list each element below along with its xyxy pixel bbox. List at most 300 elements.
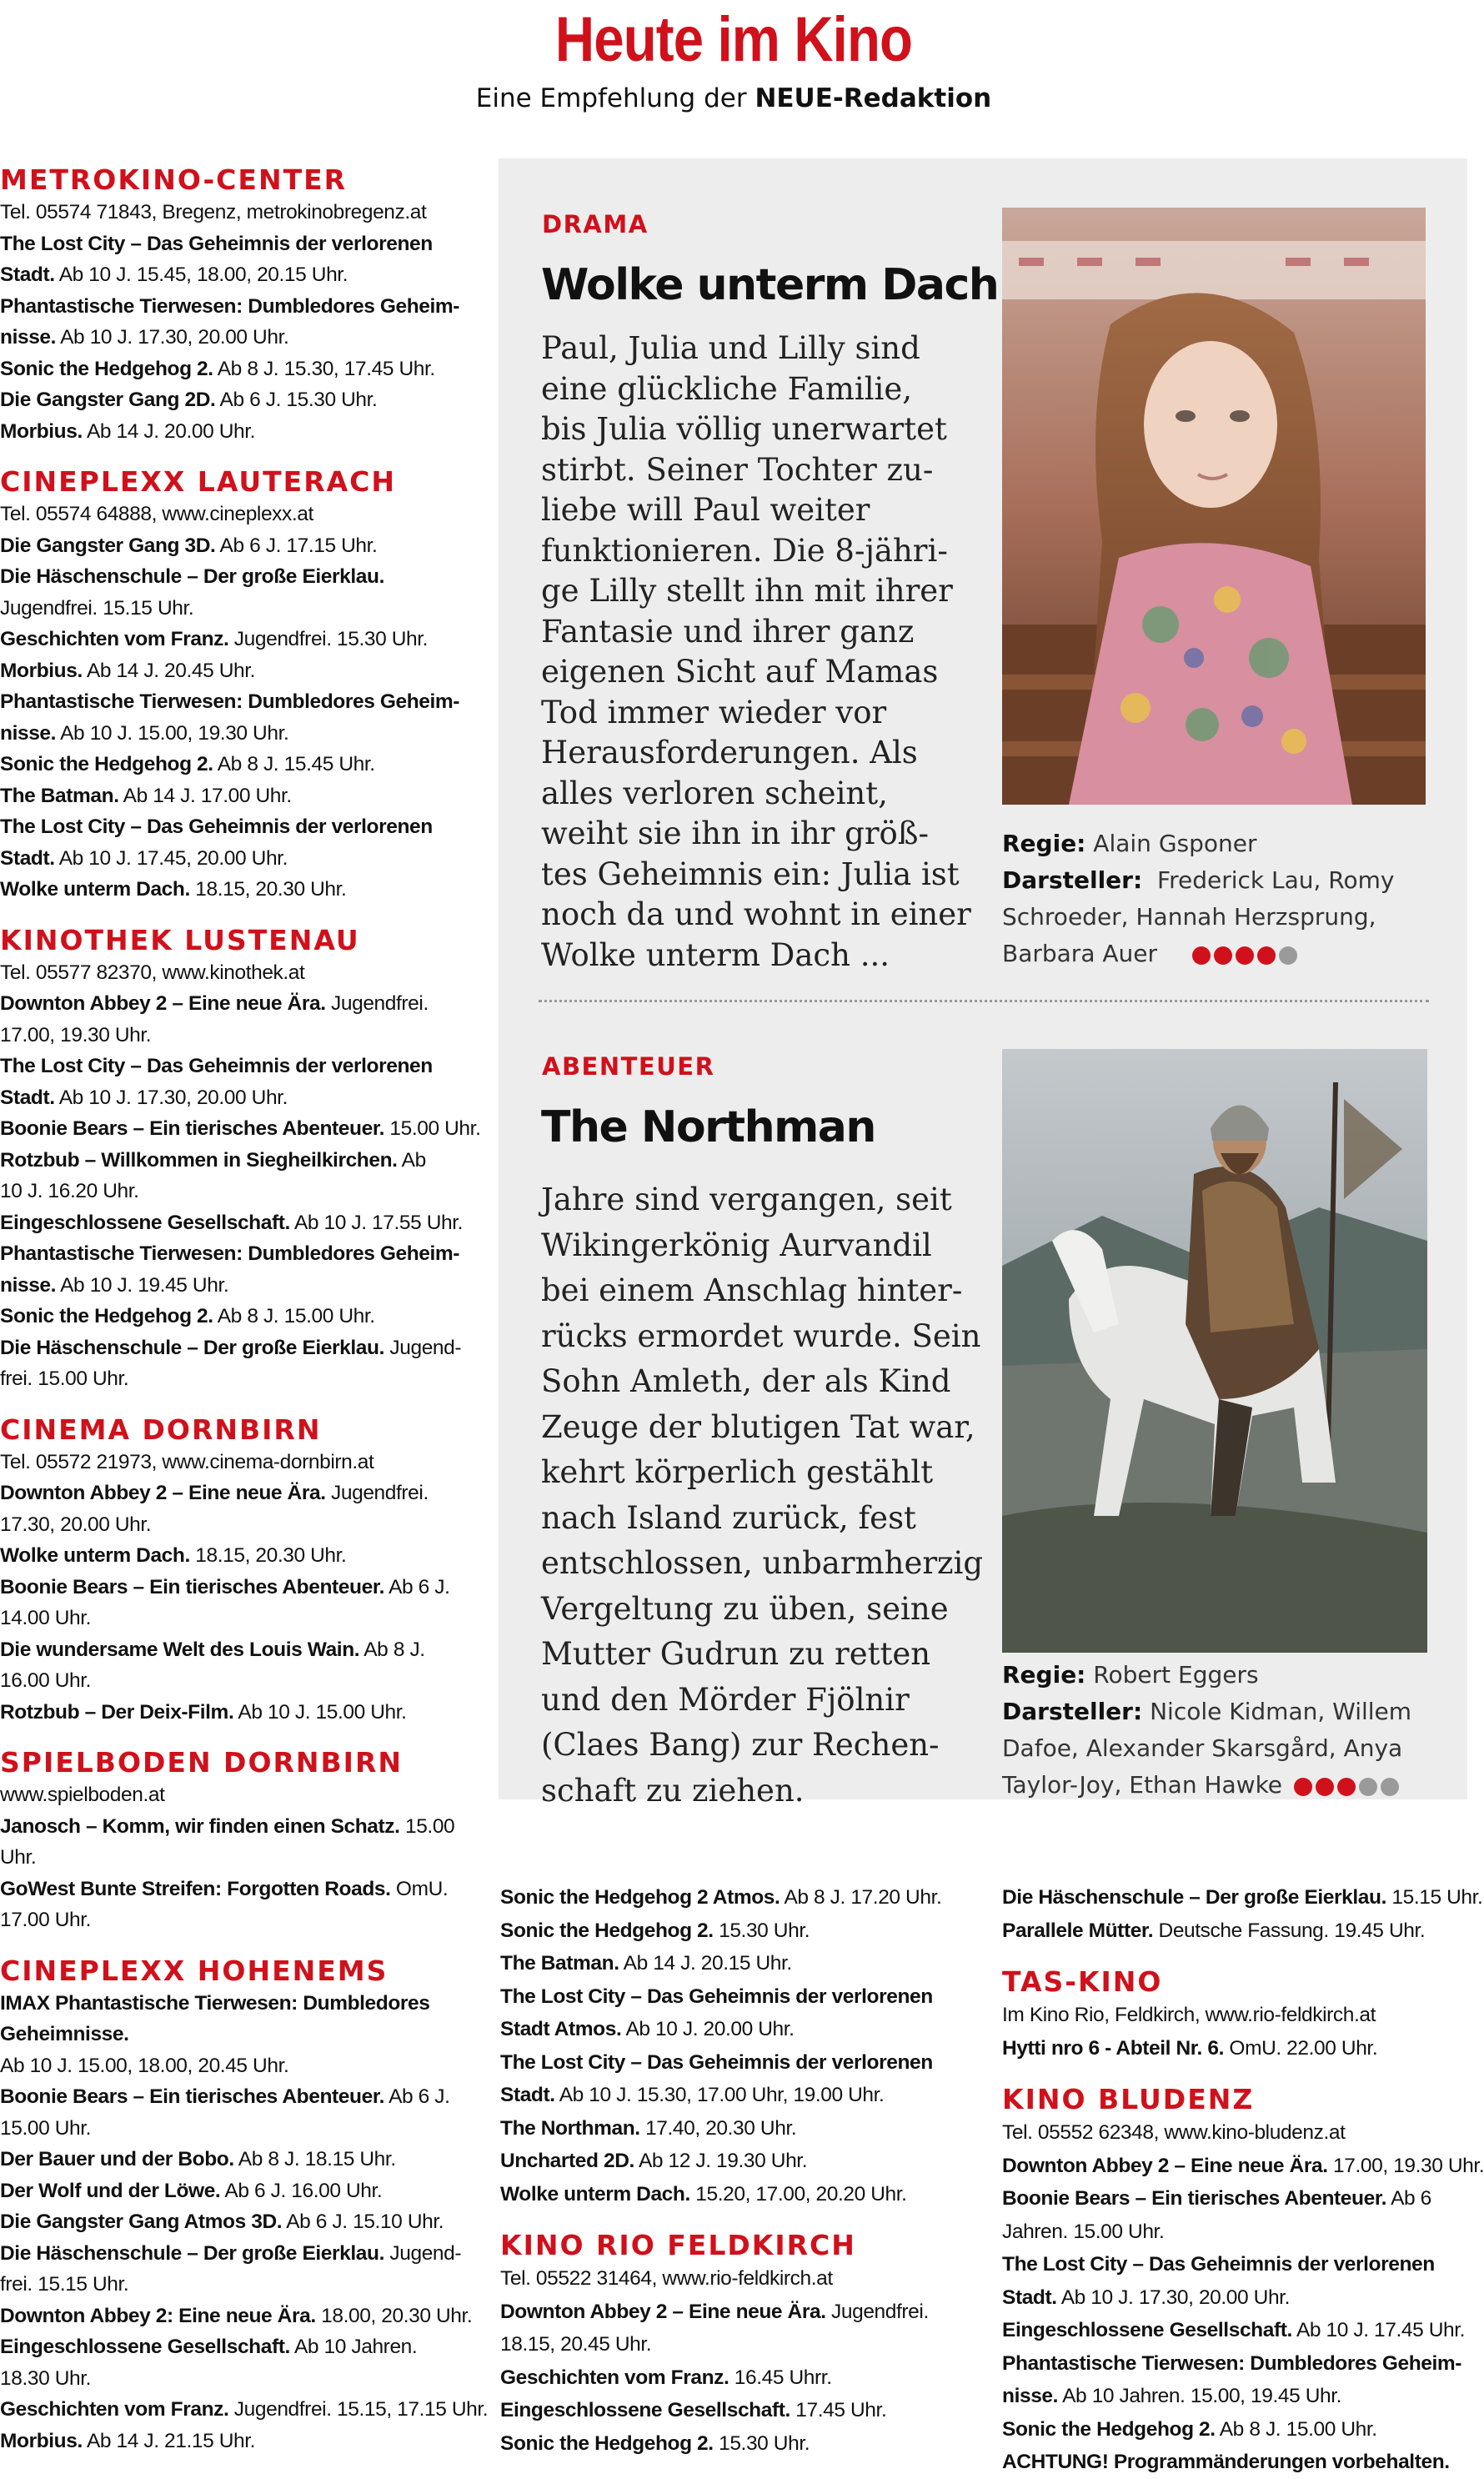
listing-detail: Ab 8 J. 15.00 Uhr. [213,1305,375,1327]
listing-detail: Ab 10 J. 20.00 Uhr. [621,2018,795,2040]
synopsis-line: eigenen Sicht auf Mamas [541,654,939,690]
listing-line [0,228,484,260]
film-title: Geschichten vom Franz. [0,2398,229,2421]
listing-line [0,1447,484,1478]
film-title: Boonie Bears – Ein tierisches Abenteuer. [1002,2187,1387,2210]
listing-line [1002,2216,1469,2249]
film-title: Eingeschlossene Gesellschaft. [1002,2319,1292,2341]
listing-line [500,1914,984,1948]
listing-line [0,2050,484,2082]
rating-dot-filled [1236,946,1254,965]
feature-divider [539,1000,1429,1002]
listing-detail: Ab 12 J. 19.30 Uhr. [634,2150,808,2172]
listing-line [1002,2248,1469,2281]
film-title: Die Häschenschule – Der große Eierklau. [1002,1886,1386,1909]
listing-line [1002,2380,1469,2413]
film-title: Phantastische Tierwesen: Dumbledores Geheim- [0,1242,460,1265]
rating-dot-filled [1337,1778,1356,1796]
listing-line [0,2426,484,2457]
feature-2-rating [1294,1768,1402,1804]
listing-line [0,1332,484,1364]
listing-line [0,1572,484,1603]
film-title: The Northman. [500,2116,640,2140]
film-title: Sonic the Hedgehog 2. [500,2431,714,2455]
girl-in-church-image [1002,208,1426,805]
listing-line [0,354,484,385]
listing-detail: Ab 14 J. 21.15 Uhr. [82,2429,256,2452]
film-title: ACHTUNG! Programmänderungen vorbehalten. [1002,2451,1450,2473]
film-title: Morbius. [0,419,83,443]
film-title: The Lost City – Das Geheimnis der verlorenen [1002,2253,1435,2276]
listing-detail: frei. 15.15 Uhr. [0,2273,129,2296]
listing-line [0,1665,484,1697]
film-title: Die Gangster Gang 3D. [0,534,216,557]
listing-line [500,2361,984,2395]
listing-detail: Ab 8 J. 15.00 Uhr. [1215,2417,1377,2441]
listing-detail: Ab 6 J. 17.15 Uhr. [215,534,378,557]
listing-detail: 15.00 Uhr. [0,2116,92,2140]
listing-detail: Jugend- [384,2241,462,2265]
listing-detail: Ab 8 J. 18.15 Uhr. [233,2148,396,2170]
listing-detail: 17.30, 20.00 Uhr. [0,1513,152,1536]
listing-line [1002,1999,1469,2032]
feature-2-credits: Regie: Robert Eggers Darsteller: Nicole Kidman, Willem Dafoe, Alexander Skarsgård, Anya Taylor-Joy, Ethan Hawke [1002,1657,1436,1804]
listing-line [0,1779,484,1811]
listing-line [0,1145,484,1177]
feature-1-credits: Regie: Alain Gsponer Darsteller: Frederick Lau, Romy Schroeder, Hannah Herzsprung, Barbara Auer [1002,825,1436,973]
film-title: Sonic the Hedgehog 2 Atmos. [500,1886,780,1909]
film-title: Janosch – Komm, wir finden einen Schatz. [0,1814,400,1838]
listing-line [0,843,484,875]
synopsis-line: Fantasie und ihrer ganz [541,613,915,650]
listing-line [500,2262,984,2296]
listing-detail: OmU. 22.00 Uhr. [1224,2036,1378,2060]
film-title: Geschichten vom Franz. [500,2366,729,2389]
listing-detail: Ab 6 J. [384,2085,450,2108]
listing-detail: Ab 6 J. 15.10 Uhr. [282,2211,444,2233]
listing-detail: Ab 10 J. 15.00, 18.00, 20.45 Uhr. [0,2054,289,2077]
film-title: Morbius. [0,2429,83,2452]
feature-1-genre: DRAMA [542,210,649,238]
listing-line [0,655,484,687]
listing-detail: Jugendfrei. 15.30 Uhr. [228,628,429,650]
synopsis-line: alles verloren scheint, [541,775,888,811]
listing-detail: 17.00 Uhr. [0,1909,92,1931]
film-title: Downton Abbey 2 – Eine neue Ära. [0,1482,326,1504]
listing-line [0,1634,484,1666]
page-title: Heute im Kino [554,4,913,75]
film-title: Boonie Bears – Ein tierisches Abenteuer. [0,1575,385,1598]
listing-line [0,2331,484,2363]
listing-line [500,2328,984,2361]
synopsis-line: ge Lilly stellt ihn mit ihrer [541,573,953,609]
feature-1-synopsis [541,329,971,976]
cinema-name: CINEMA DORNBIRN [0,1413,322,1446]
listing-line [0,1113,484,1145]
listing-detail: 17.40, 20.30 Uhr. [639,2116,797,2140]
cinema-name: KINO BLUDENZ [1002,2083,1255,2115]
listing-detail: Deutsche Fassung. 19.45 Uhr. [1153,1919,1426,1942]
listing-line [500,2427,984,2461]
listing-line [0,322,484,354]
rating-dot-empty [1359,1778,1377,1796]
synopsis-line: Tod immer wieder vor [541,694,887,730]
listing-detail: Ab 6 J. [384,1575,450,1598]
listing-line [0,1603,484,1634]
synopsis-line: weiht sie ihn in ihr größ- [541,815,929,851]
film-title: Sonic the Hedgehog 2. [0,357,213,380]
film-title: Downton Abbey 2 – Eine neue Ära. [1002,2154,1328,2177]
film-title: Die wundersame Welt des Louis Wain. [0,1638,360,1661]
listing-line [500,2013,984,2046]
listing-detail: Ab 14 J. 20.15 Uhr. [619,1952,792,1975]
listing-detail: Jugendfrei. [325,1482,429,1504]
listing-line [0,1478,484,1509]
listing-line [0,291,484,323]
film-title: Geschichten vom Franz. [0,628,229,650]
listing-line [0,811,484,843]
listing-line [500,1881,984,1914]
rating-dot-filled [1294,1778,1312,1796]
listing-detail: Ab 10 J. 17.45, 20.00 Uhr. [54,846,288,870]
listing-detail: Ab 10 Jahren. 15.00, 19.45 Uhr. [1058,2385,1342,2407]
cinema-name: SPIELBODEN DORNBIRN [0,1746,403,1779]
listing-detail: Ab 8 J. [359,1638,425,1661]
listing-line [1002,2446,1469,2479]
synopsis-line: funktionieren. Die 8-jähri- [541,532,948,569]
listing-detail: Ab 10 J. 17.30, 20.00 Uhr. [56,326,289,349]
listing-detail: Ab 10 J. 19.45 Uhr. [56,1273,229,1297]
listing-line [500,2079,984,2112]
listing-detail: Ab 10 J. 17.55 Uhr. [289,1211,464,1234]
listing-detail: 17.00, 19.30 Uhr. [1327,2154,1484,2177]
listing-line [0,2113,484,2145]
listing-detail: 18.15, 20.30 Uhr. [189,1544,347,1567]
listing-line [0,530,484,562]
synopsis-line: bei einem Anschlag hinter- [541,1272,963,1308]
listing-line [1002,2150,1484,2183]
listing-detail: Jugendfrei. 15.15, 17.15 Uhr. [228,2398,489,2421]
film-title: Rotzbub – Der Deix-Film. [0,1700,234,1724]
page-subtitle: Eine Empfehlung der NEUE-Redaktion [475,83,992,113]
listing-detail: Jugendfrei. [325,992,429,1015]
listing-detail: 15.00 [399,1814,455,1838]
synopsis-line: entschlossen, unbarmherzig [541,1545,984,1581]
film-title: Die Häschenschule – Der große Eierklau. [0,565,384,588]
listing-line [1002,1881,1483,1914]
listing-line [1002,2281,1469,2315]
listing-line [0,1082,484,1114]
synopsis-line: (Claes Bang) zur Rechen- [541,1727,940,1763]
listing-detail: 15.20, 17.00, 20.20 Uhr. [689,2182,907,2206]
listing-line [0,686,484,718]
listing-detail: 15.15 Uhr. [1386,1886,1483,1909]
film-title: Stadt. [500,2084,555,2106]
film-title: Stadt. [0,263,55,286]
film-title: The Batman. [0,784,119,807]
listing-line [0,2081,484,2113]
listing-detail: Ab 10 J. 15.30, 17.00 Uhr, 19.00 Uhr. [554,2084,885,2106]
film-title: IMAX Phantastische Tierwesen: Dumbledores [0,1991,430,2015]
listing-line [0,499,484,530]
listing-detail: 18.00, 20.30 Uhr. [315,2304,473,2327]
listing-line [0,2175,484,2207]
synopsis-line: Zeuge der blutigen Tat war, [541,1408,975,1445]
film-title: Wolke unterm Dach. [0,878,190,901]
listing-detail: Ab 10 Jahren. [289,2336,418,2358]
listing-detail: Ab 10 J. 17.45 Uhr. [1291,2319,1466,2341]
rating-dot-filled [1214,946,1232,965]
synopsis-line: Herausforderungen. Als [541,735,918,770]
listing-line [1002,2314,1469,2347]
listing-line [0,2363,484,2395]
film-title: Stadt. [1002,2286,1057,2309]
listing-line [500,2296,984,2329]
listing-line [0,874,484,906]
listing-line [1002,2116,1469,2150]
cinema-name: CINEPLEXX LAUTERACH [0,465,396,498]
listing-detail: Im Kino Rio, Feldkirch, www.rio-feldkirch.at [1002,2004,1376,2026]
listing-detail: Tel. 05577 82370, www.kinothek.at [0,961,305,984]
listing-line [1002,1914,1469,1948]
listing-detail: 15.00 Uhr. [384,1117,481,1140]
listing-detail: 16.00 Uhr. [0,1669,92,1692]
listing-line [0,1904,484,1936]
listing-detail: Uhr. [0,1846,37,1869]
synopsis-line: schaft zu ziehen. [541,1772,805,1809]
listing-line [0,1176,484,1207]
synopsis-line: stirbt. Seiner Tochter zu- [541,451,934,488]
synopsis-line: Sohn Amleth, der als Kind [541,1363,951,1399]
listing-detail: 18.15, 20.30 Uhr. [189,878,347,901]
listing-detail: 15.30 Uhr. [713,2431,810,2455]
listing-line [500,2112,984,2145]
feature-2-synopsis [541,1177,983,1814]
listing-line [0,780,484,812]
listing-line [500,2394,984,2427]
listing-line [0,718,484,750]
film-title: Der Wolf und der Löwe. [0,2179,221,2202]
listing-detail: Jugendfrei. [825,2300,929,2323]
synopsis-line: nach Island zurück, fest [541,1499,916,1536]
film-title: Eingeschlossene Gesellschaft. [0,1211,290,1234]
synopsis-line: tes Geheimnis ein: Julia ist [541,856,960,892]
feature-2-photo [1002,1049,1427,1653]
feature-2-title: The Northman [541,1102,875,1152]
listing-line [0,1811,484,1843]
rating-dot-filled [1192,946,1211,965]
listing-detail: Tel. 05572 21973, www.cinema-dornbirn.at [0,1450,374,1473]
film-title: Wolke unterm Dach. [0,1544,190,1567]
listing-line [0,2301,484,2332]
film-title: Eingeschlossene Gesellschaft. [0,2336,290,2358]
listing-detail: Ab 8 J. 17.20 Uhr. [780,1886,942,1909]
film-title: Stadt. [0,846,55,870]
film-title: Eingeschlossene Gesellschaft. [500,2399,790,2421]
film-title: Phantastische Tierwesen: Dumbledores Geheim- [0,294,460,318]
film-title: Sonic the Hedgehog 2. [500,1919,714,1942]
listing-detail: Ab 6 J. 15.30 Uhr. [215,389,378,411]
film-title: Der Bauer und der Bobo. [0,2148,234,2170]
listings-bottom-right-column [1002,1881,1484,2479]
listing-line [0,624,484,655]
subtitle-brand: NEUE-Redaktion [755,83,992,113]
listing-line [500,1980,984,2014]
synopsis-line: Jahre sind vergangen, seit [541,1182,952,1217]
listing-line [0,561,484,593]
feature-2-director: Robert Eggers [1093,1661,1259,1689]
listing-detail: Ab 10 J. 17.30, 20.00 Uhr. [54,1086,288,1109]
listing-line [0,1697,484,1729]
synopsis-line: Mutter Gudrun zu retten [541,1636,931,1672]
cinema-name: TAS-KINO [1002,1965,1163,1998]
cinema-name: KINO RIO FELDKIRCH [500,2229,856,2261]
listing-detail: Tel. 05522 31464, www.rio-feldkirch.at [500,2267,833,2290]
listing-line [0,1270,484,1302]
film-title: Boonie Bears – Ein tierisches Abenteuer. [0,2085,385,2108]
synopsis-line: noch da und wohnt in einer [541,896,971,932]
listing-detail: Ab 8 J. 15.30, 17.45 Uhr. [213,357,435,380]
film-title: nisse. [0,326,57,349]
listing-detail: Ab 10 J. 15.00 Uhr. [233,1700,407,1724]
listing-line [0,1051,484,1082]
film-title: nisse. [0,721,57,745]
film-title: Downton Abbey 2 – Eine neue Ära. [0,992,326,1015]
listing-detail: www.spielboden.at [0,1784,165,1806]
rating-dot-filled [1316,1778,1334,1796]
cinema-name: METROKINO-CENTER [0,163,348,196]
listing-line [500,2046,984,2080]
listing-detail: 18.15, 20.45 Uhr. [500,2333,652,2356]
feature-2-genre: ABENTEUER [542,1052,715,1081]
film-title: The Lost City – Das Geheimnis der verlorenen [0,1055,433,1077]
listing-detail: Ab 6 J. 16.00 Uhr. [220,2179,383,2202]
listing-line [0,988,484,1020]
listing-detail: Ab 6 [1386,2187,1431,2210]
listing-detail: Jugendfrei. 15.15 Uhr. [0,596,194,620]
listing-line [0,2394,489,2426]
film-title: Rotzbub – Willkommen in Siegheilkirchen. [0,1148,398,1172]
listing-line [0,2144,484,2175]
synopsis-line: und den Mörder Fjölnir [541,1681,910,1718]
film-title: Die Häschenschule – Der große Eierklau. [0,2241,384,2265]
listing-detail: 16.45 Uhrr. [729,2366,832,2389]
viking-on-horse-image [1002,1049,1427,1653]
listing-detail: Tel. 05574 64888, www.cineplexx.at [0,503,313,525]
listing-line [0,416,484,448]
film-title: The Lost City – Das Geheimnis der verlorenen [500,1985,933,2008]
film-title: Morbius. [0,659,83,682]
listing-detail: 17.00, 19.30 Uhr. [0,1023,152,1046]
film-title: The Lost City – Das Geheimnis der verlorenen [0,815,433,838]
listing-detail: Ab 14 J. 20.00 Uhr. [82,419,256,443]
synopsis-line: rücks ermordet wurde. Sein [541,1317,981,1354]
listing-line [0,593,484,625]
film-title: The Lost City – Das Geheimnis der verlorenen [0,232,433,255]
cinema-name: KINOTHEK LUSTENAU [0,923,360,956]
film-title: Die Häschenschule – Der große Eierklau. [0,1336,384,1359]
film-title: Stadt. [0,1086,55,1109]
listing-detail: 17.45 Uhr. [790,2399,887,2421]
listing-line [0,1540,484,1572]
listing-line [0,384,484,416]
film-title: Geheimnisse. [0,2023,129,2045]
listing-line [500,2145,984,2178]
listing-line [0,1363,484,1395]
listing-detail: Ab 14 J. 17.00 Uhr. [118,784,292,807]
listing-line [0,1988,484,2020]
listing-line [0,749,484,780]
listing-line [0,1301,484,1332]
film-title: Boonie Bears – Ein tierisches Abenteuer. [0,1117,385,1140]
film-title: Wolke unterm Dach. [500,2182,690,2206]
listing-detail: Ab 10 J. 15.00, 19.30 Uhr. [56,721,289,745]
film-title: Uncharted 2D. [500,2150,634,2172]
film-title: The Lost City – Das Geheimnis der verlorenen [500,2050,933,2074]
synopsis-line: bis Julia völlig unerwartet [541,411,947,447]
listing-detail: Ab 10 J. 15.45, 18.00, 20.15 Uhr. [54,263,348,286]
listing-line [0,1020,484,1051]
listing-detail: 10 J. 16.20 Uhr. [0,1180,139,1202]
film-title: Die Gangster Gang Atmos 3D. [0,2211,283,2233]
film-title: nisse. [1002,2385,1059,2407]
listing-line [0,197,484,228]
synopsis-line: Wikingerkönig Aurvandil [541,1227,932,1263]
film-title: Sonic the Hedgehog 2. [1002,2417,1216,2441]
rating-dot-filled [1257,946,1276,965]
listing-detail: Ab 8 J. 15.45 Uhr. [213,753,375,775]
feature-1-title: Wolke unterm Dach [541,260,999,310]
synopsis-line: eine glückliche Familie, [541,370,913,407]
listing-detail: OmU. [390,1877,449,1900]
listing-line [500,1947,984,1980]
listing-line [0,2206,484,2238]
listing-detail: Jugend- [384,1336,462,1359]
listing-detail: 15.30 Uhr. [713,1919,810,1942]
listing-line [500,2178,984,2211]
listing-line [0,2019,484,2050]
listing-detail: Ab 10 J. 17.30, 20.00 Uhr. [1056,2286,1290,2309]
listing-detail: Ab [397,1148,426,1172]
listing-line [0,1238,484,1270]
rating-dot-empty [1381,1778,1399,1796]
film-title: Hytti nro 6 - Abteil Nr. 6. [1002,2036,1224,2060]
listing-line [0,1874,484,1905]
listing-line [1002,2032,1469,2065]
synopsis-line: Vergeltung zu üben, seine [541,1590,949,1627]
listing-detail: Tel. 05574 71843, Bregenz, metrokinobregenz.at [0,201,427,223]
listing-detail: frei. 15.00 Uhr. [0,1367,129,1390]
listing-line [0,957,484,989]
listing-detail: Jahren. 15.00 Uhr. [1002,2220,1165,2243]
film-title: Parallele Mütter. [1002,1919,1154,1942]
film-title: nisse. [0,1273,57,1297]
synopsis-line: Wolke unterm Dach ... [541,936,890,973]
listing-line [0,2238,484,2270]
listing-line [0,1509,484,1541]
film-title: Downton Abbey 2 – Eine neue Ära. [500,2300,826,2323]
film-title: Die Gangster Gang 2D. [0,389,216,411]
film-title: Sonic the Hedgehog 2. [0,753,213,775]
listing-detail: 14.00 Uhr. [0,1607,92,1629]
film-title: Phantastische Tierwesen: Dumbledores Geheim- [0,690,460,713]
film-title: Sonic the Hedgehog 2. [0,1305,213,1327]
cinema-name: CINEPLEXX HOHENEMS [0,1954,389,1987]
listing-detail: Ab 14 J. 20.45 Uhr. [82,659,256,682]
listings-bottom-middle-column [500,1881,984,2460]
listing-line [0,1207,484,1239]
feature-1-photo [1002,208,1426,805]
